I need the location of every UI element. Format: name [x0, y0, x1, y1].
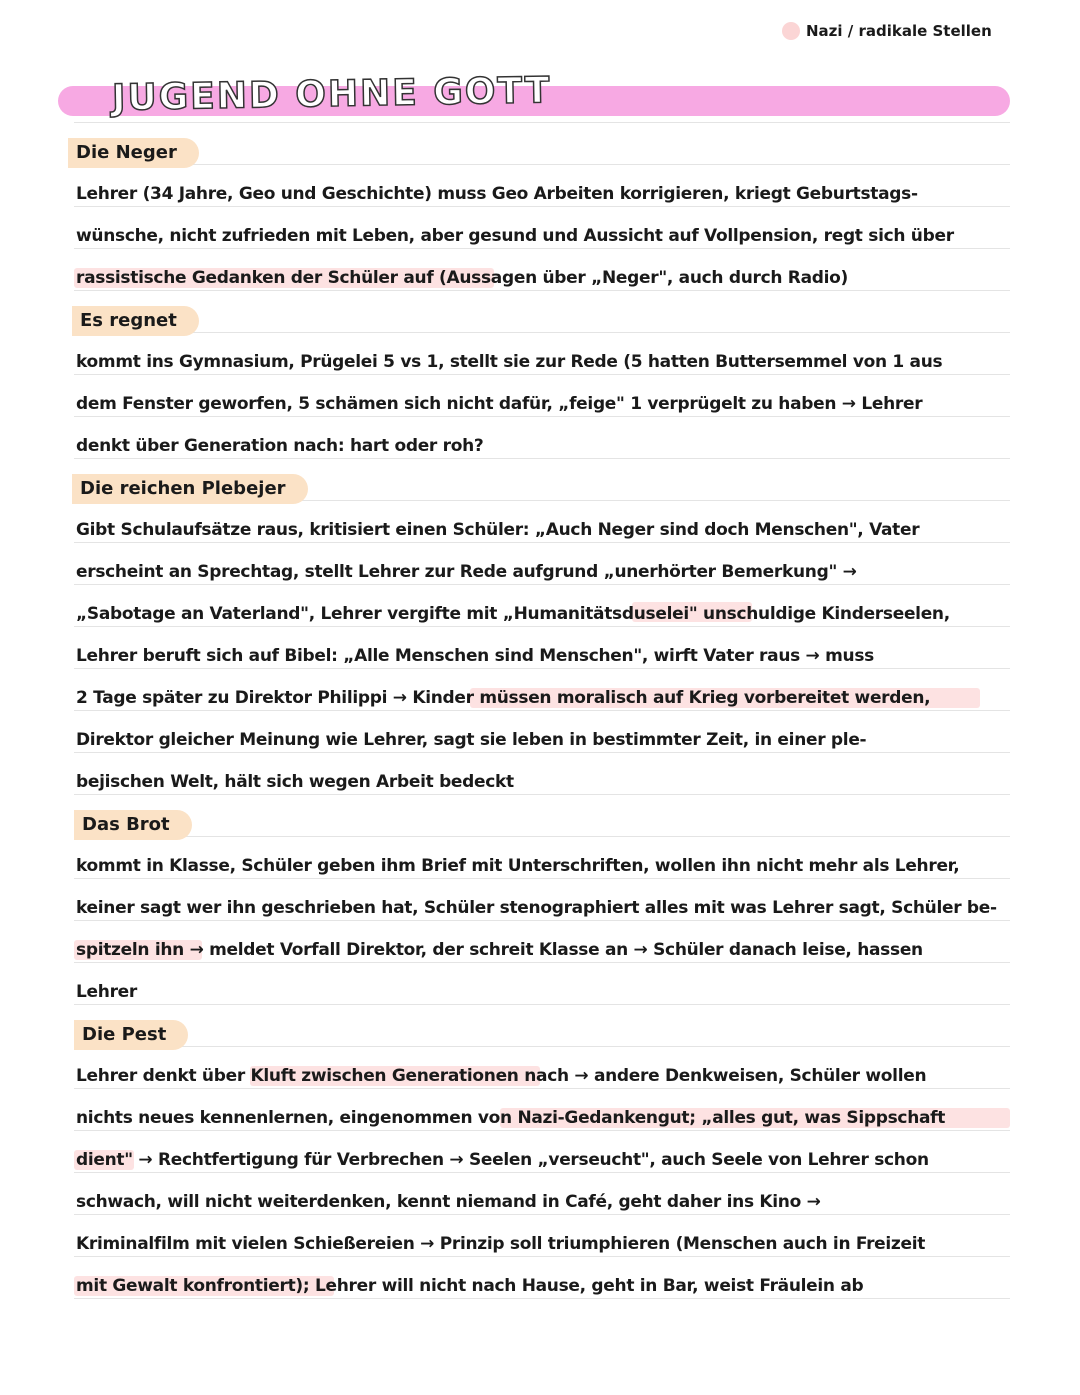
section-text-line: Lehrer [76, 982, 137, 1002]
section-text-line: 2 Tage später zu Direktor Philippi → Kinder müssen moralisch auf Krieg vorbereitet werden, [76, 688, 931, 708]
section-text-line: bejischen Welt, hält sich wegen Arbeit bedeckt [76, 772, 514, 792]
section-text-line: dem Fenster geworfen, 5 schämen sich nicht dafür, „feige" 1 verprügelt zu haben → Lehrer [76, 394, 923, 414]
section-text-line: nichts neues kennenlernen, eingenommen von Nazi-Gedankengut; „alles gut, was Sippschaft [76, 1108, 946, 1128]
section-text-line: wünsche, nicht zufrieden mit Leben, aber gesund und Aussicht auf Vollpension, regt sich über [76, 226, 954, 246]
section-text-line: Gibt Schulaufsätze raus, kritisiert einen Schüler: „Auch Neger sind doch Menschen", Vater [76, 520, 920, 540]
section-heading: Die Neger [68, 138, 199, 168]
section-heading: Es regnet [72, 306, 199, 336]
section-text-line: keiner sagt wer ihn geschrieben hat, Schüler stenographiert alles mit was Lehrer sagt, Schüler be- [76, 898, 997, 918]
section-heading: Das Brot [74, 810, 192, 840]
section-text-line: Lehrer beruft sich auf Bibel: „Alle Menschen sind Menschen", wirft Vater raus → muss [76, 646, 874, 666]
section-text-line: schwach, will nicht weiterdenken, kennt niemand in Café, geht daher ins Kino → [76, 1192, 821, 1212]
page-title: JUGEND OHNE GOTT [111, 70, 552, 119]
section-text-line: denkt über Generation nach: hart oder roh? [76, 436, 484, 456]
section-text-line: mit Gewalt konfrontiert); Lehrer will nicht nach Hause, geht in Bar, weist Fräulein ab [76, 1276, 864, 1296]
section-text-line: erscheint an Sprechtag, stellt Lehrer zur Rede aufgrund „unerhörter Bemerkung" → [76, 562, 857, 582]
section-text-line: kommt ins Gymnasium, Prügelei 5 vs 1, stellt sie zur Rede (5 hatten Buttersemmel von 1 aus [76, 352, 943, 372]
section-text-line: rassistische Gedanken der Schüler auf (Aussagen über „Neger", auch durch Radio) [76, 268, 848, 288]
section-text-line: spitzeln ihn → meldet Vorfall Direktor, der schreit Klasse an → Schüler danach leise, hassen [76, 940, 923, 960]
section-heading: Die reichen Plebejer [72, 474, 308, 504]
legend [782, 22, 992, 40]
section-text-line: „Sabotage an Vaterland", Lehrer vergifte mit „Humanitätsduselei" unschuldige Kinderseelen, [76, 604, 950, 624]
section-text-line: Direktor gleicher Meinung wie Lehrer, sagt sie leben in bestimmter Zeit, in einer ple- [76, 730, 867, 750]
section-text-line: dient" → Rechtfertigung für Verbrechen → Seelen „verseucht", auch Seele von Lehrer schon [76, 1150, 929, 1170]
section-text-line: Lehrer (34 Jahre, Geo und Geschichte) muss Geo Arbeiten korrigieren, kriegt Geburtstags- [76, 184, 918, 204]
section-text-line: Kriminalfilm mit vielen Schießereien → Prinzip soll triumphieren (Menschen auch in Freizeit [76, 1234, 926, 1254]
section-heading: Die Pest [74, 1020, 188, 1050]
legend-label: Nazi / radikale Stellen [806, 22, 992, 40]
section-text-line: kommt in Klasse, Schüler geben ihm Brief mit Unterschriften, wollen ihn nicht mehr als Lehrer, [76, 856, 960, 876]
section-text-line: Lehrer denkt über Kluft zwischen Generationen nach → andere Denkweisen, Schüler wollen [76, 1066, 927, 1086]
legend-color-swatch [782, 22, 800, 40]
